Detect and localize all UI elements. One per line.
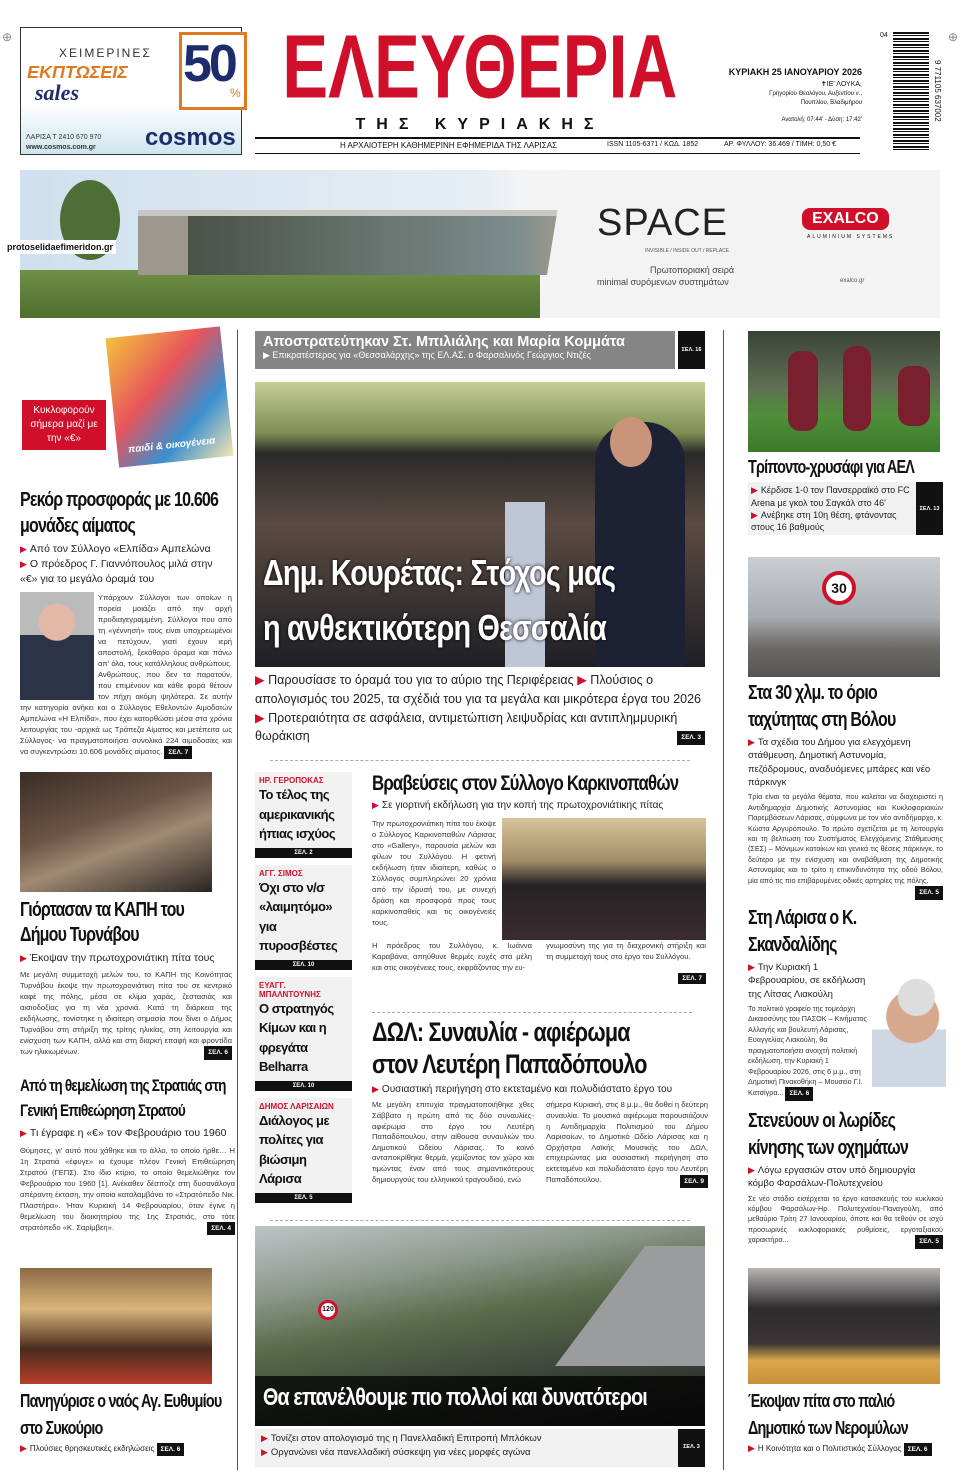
page-ref[interactable]: ΣΕΛ. 6	[157, 1443, 185, 1456]
article-body: Με μεγάλη επιτυχία πραγματοποιήθηκε χθες Σάββατο η πρώτη από τις δύο συναυλίες-αφιέρωμα στο έργο του Λευτέρη Παπαδόπουλου, στην αίθουσα συναυλιών του Δημοτικού Ωδείου Λάρισας. Το κοινό ανταποκρίθηκε θερμά, γεμίζοντας τον χώρο και τιμώντας έναν από τους σημαντικότερους δημιουργούς του ελληνικού τραγουδιού, ενώ	[372, 1100, 534, 1184]
headline: Τρίποντο-χρυσάφι για ΑΕΛ	[748, 457, 915, 477]
strip-headline: Αποστρατεύτηκαν Στ. Μπιλιάλης και Μαρία Κομμάτα	[263, 334, 625, 350]
ad-text: sales	[35, 80, 79, 105]
article-army[interactable]	[20, 1074, 235, 1235]
skandalidis-photo	[872, 959, 946, 1087]
ad-discount: 50	[183, 35, 235, 93]
saint-day: Πουπλίου, Βλαδιμήρου	[800, 100, 862, 106]
article-body: Υπάρχουν Σύλλογοι των οποίων η πορεία μοιάζει από την αρχή προδιαγεγραμμένη. Σύλλογοι που από τη «γέννησή» τους είναι υποχρεωμένοι να πετύχουν, γιατί έχουν ιερή αποστολή, ξεκάθαρο όραμα και πάνω απ' όλα, τους κατάλληλους ανθρώπους. Ανθρώπους, που δεν τα παρατούν, που επιμένουν και κάθε φορά θέτουν τον πήχη ακόμη ψηλότερα. Σε αυτήν την κατηγορία ανήκει και ο Σύλλογος Εθελοντών Αιμοδοτών Αμπελώνα «Η Ελπίδα», που έχει κατορθώσει μέσα στα χρόνια λειτουργίας του -αρχικά ως Τράπεζα Αίματος και μετέπειτα ως Σύλλογος- να πραγματοποιήσει συνολικά 224 αιμοδοσίες και να συγκεντρώσει 10.606 μονάδες αίματος.	[20, 592, 232, 756]
headline: Στενεύουν οι λωρίδες κίνησης των οχημάτων	[748, 1110, 908, 1159]
bullet-icon: ▶	[20, 544, 27, 554]
page-ref[interactable]: ΣΕΛ. 3	[678, 1429, 705, 1467]
banner-ad-exalco[interactable]	[7, 170, 940, 318]
strip-sub-text: Επικρατέστερος για «Θεσσαλάρχης» της ΕΛ.ΑΣ. ο Φαρσαλινός Γεώργιος Ντιζές	[272, 350, 591, 360]
barcode	[893, 32, 929, 152]
page-ref[interactable]: ΣΕΛ. 2	[255, 848, 352, 858]
promo-label: Κυκλοφορούν σήμερα μαζί με την «€»	[22, 400, 106, 450]
headline: Πανηγύρισε ο ναός Αγ. Ευθυμίου στο Συκούριο	[20, 1391, 222, 1438]
deck-text: Πλούσιος ο απολογισμός του 2025, τα σχέδιά του για τα μεγάλα και μικρότερα έργα του 2026	[255, 673, 702, 706]
opinion-author: ΔΗΜΟΣ ΛΑΡΙΣΑΙΩΝ	[259, 1101, 334, 1111]
article-church[interactable]	[20, 1388, 235, 1456]
opinion-author: ΑΓΓ. ΣΙΜΟΣ	[259, 868, 303, 878]
crop-mark-icon: ⊕	[2, 30, 13, 44]
awards-photo	[502, 818, 706, 940]
volou-street-photo[interactable]	[748, 557, 940, 677]
bullet-icon: ▶	[20, 953, 27, 963]
ad-web: exalco.gr	[840, 278, 865, 284]
article-body: Το πολιτικό γραφείο της τομεάρχη Δικαιοσύνης του ΠΑΣΟΚ – Κινήματος Αλλαγής και βουλευτή Λάρισας, Ευαγγελίας Λιακούλη, θα πραγματοποιήσει ανοιχτή πολιτική εκδήλωση, την Κυριακή 1 Φεβρουαρίου 2026, στις 6 μ.μ., στη Δημοτική Πινακοθήκη – Μουσείο Γ.Ι. Κατσίγρα...	[748, 1003, 868, 1098]
bullet-text: Τι έγραφε η «€» τον Φεβρουάριο του 1960	[29, 1127, 227, 1140]
bullet-icon: ▶	[20, 1128, 27, 1139]
issue-date: ΚΥΡΙΑΚΗ 25 ΙΑΝΟΥΑΡΙΟΥ 2026	[728, 67, 862, 77]
barcode-addon: 04	[880, 32, 888, 39]
lead-headline: Δημ. Κουρέτας: Στόχος μας	[263, 552, 616, 593]
page-ref[interactable]: ΣΕΛ. 5	[915, 1235, 943, 1248]
opinion-item[interactable]	[255, 977, 352, 1091]
president-photo	[20, 592, 94, 700]
article-skandalidis[interactable]	[748, 905, 943, 1101]
opinion-column	[255, 772, 352, 1203]
bullet-icon: ▶	[261, 1433, 268, 1443]
article-speed-limit[interactable]	[748, 680, 943, 900]
bullet-icon: ▶	[20, 559, 27, 570]
bullet-text: Ο πρόεδρος Γ. Γιαννόπουλος μιλά στην «€» για το μεγάλο όραμά του	[20, 558, 213, 586]
ad-logo: EXALCO	[802, 208, 889, 230]
masthead-tagline: Η ΑΡΧΑΙΟΤΕΡΗ ΚΑΘΗΜΕΡΙΝΗ ΕΦΗΜΕΡΙΔΑ ΤΗΣ ΛΑΡΙΣΑΣ	[340, 141, 557, 150]
opinion-item[interactable]	[255, 1098, 352, 1203]
headline: Στα 30 χλμ. το όριο ταχύτητας στη Βόλου	[748, 682, 896, 731]
bullet-text: Λόγω εργασιών στον υπό δημιουργία κόμβο Φαρσάλων-Πολυτεχνείου	[748, 1165, 916, 1190]
page-ref[interactable]: ΣΕΛ. 5	[255, 1193, 352, 1203]
article-kapi[interactable]	[20, 898, 232, 1060]
opinion-title: Όχι στο ν/σ «λαιμητόμο» για πυροσβέστες	[259, 879, 338, 953]
lead-headline: η ανθεκτικότερη Θεσσαλία	[263, 607, 606, 648]
ad-tagline: INVISIBLE / INSIDE OUT / REPLACE	[645, 248, 730, 254]
headline: Γιόρτασαν τα ΚΑΠΗ του Δήμου Τυρνάβου	[20, 899, 185, 946]
bullet-text: Σε γιορτινή εκδήλωση για την κοπή της πρωτοχρονιάτικης πίτας	[381, 800, 664, 812]
article-body: σήμερα Κυριακή, στις 8 μ.μ., θα δοθεί η δεύτερη συναυλία. Το μουσικό αφιέρωμα παρουσιάζουν η Αντιδημαρχία Πολιτισμού του Δήμου Λαρισαίων, το Δημοτικό Ωδείο Λάρισας και η Ορχήστρα Λαϊκής Μουσικής του ΔΩΛ, επιχειρώντας μια ουσιαστική περιήγηση στο εκτεταμένο και πολυδιάστατο έργο του Λευτέρη Παπαδόπουλου.	[546, 1100, 708, 1184]
saint-day: ✝ΙΕ' ΛΟΥΚΑ,	[820, 80, 862, 88]
page-ref[interactable]: ΣΕΛ. 5	[915, 886, 943, 899]
bullet-text: Κέρδισε 1-0 τον Πανσερραϊκό στο FC Arena με γκολ του Σαγκάλ στο 46'	[751, 485, 910, 508]
strip-sub: ▶ Επικρατέστερος για «Θεσσαλάρχης» της ΕΛ.ΑΣ. ο Φαρσαλινός Γεώργιος Ντιζές	[263, 350, 591, 360]
opinion-author: ΕΥΑΓΓ. ΜΠΑΛΝΤΟΥΝΗΣ	[259, 980, 321, 999]
watermark: protoselidaefimeridon.gr	[4, 240, 116, 254]
bullet-text: Ανέβηκε στη 10η θέση, φτάνοντας στους 16 βαθμούς	[751, 509, 897, 532]
opinion-item[interactable]	[255, 772, 352, 858]
article-body: Την πρωτοχρονιάτικη πίτα του έκοψε ο Σύλλογος Καρκινοπαθών Λάρισας στο «Gallery», παρουσία μελών και φίλων του Συλλόγου. Η φετινή εκδήλωση ήταν ιδιαίτερη, καθώς ο Σύλλογος συμπληρώνει 20 χρόνια από την ίδρυσή του, με συνεχή δράση και προσφορά προς τους καρκινοπαθείς και τις οικογένειές τους.	[372, 818, 496, 927]
deck-text: Προτεραιότητα σε ασφάλεια, αντιμετώπιση λειψυδρίας και αντιπλημμυρική θωράκιση	[255, 710, 678, 744]
bullet-icon: ▶	[751, 509, 758, 520]
issue-price: ΑΡ. ΦΥΛΛΟΥ: 36.469 / ΤΙΜΗ: 0,50 €	[724, 141, 837, 148]
bullet-icon: ▶	[255, 710, 265, 725]
article-body: Θύμησες, γι' αυτό που χάθηκε και το άλλο, το οποίο ήρθε… Η 1η Στρατιά «έφυγε» κι έχουμε πλέον Γενική Επιθεώρηση Στρατού (ΓΕΠΣ). Στο ίδιο κτίριο, το οποίο θεμελιώθηκε τον Φεβρουάριο του 1960 [1]. Ανέκαθεν δέσποζε στη δυσανάλογα απέραντη έκταση, την οποία καταλαμβάνει το «Στρατόπεδο Νικ. Πλαστήρα». Ήταν Κυριακή 14 Φεβρουαρίου, όταν έγινε η θεμελίωση του διοικητηρίου της 1ης Στρατιάς, στο τότε στρατόπεδο «Κ. Σαρίμβεη».	[20, 1145, 235, 1232]
headline: Στη Λάρισα ο Κ. Σκανδαλίδης	[748, 907, 857, 956]
article-neromyloi[interactable]	[748, 1388, 948, 1456]
speed-sign-icon: 120	[318, 1300, 338, 1320]
page-ref[interactable]: ΣΕΛ. 6	[204, 1046, 232, 1059]
ad-brand: SPACE	[597, 202, 729, 244]
ad-text: ΧΕΙΜΕΡΙΝΕΣ	[59, 46, 152, 60]
masthead-subtitle: ΤΗΣ ΚΥΡΙΑΚΗΣ	[355, 116, 605, 133]
farmers-photo[interactable]	[255, 1226, 705, 1426]
bullet-icon: ▶	[372, 1083, 379, 1094]
magazine-title: παιδί & οικογένεια	[127, 435, 216, 456]
article-body: Η πρόεδρος του Συλλόγου, κ. Ιωάννα Καραβάνα, απηύθυνε θερμές ευχές στα μέλη και στις οικογένειες τους, εκφράζοντας την ευ-	[372, 940, 532, 972]
bullet-text: Έκοψαν την πρωτοχρονιάτικη πίτα τους	[29, 952, 215, 964]
bullet-icon: ▶	[20, 1443, 27, 1453]
headline: Ρεκόρ προσφοράς με 10.606 μονάδες αίματος	[20, 489, 219, 537]
headline: ΔΩΛ: Συναυλία - αφιέρωμα	[372, 1017, 630, 1047]
ad-brand-logo: cosmos	[145, 124, 236, 151]
article-body: Με μεγάλη συμμετοχή μελών του, το ΚΑΠΗ της Κοινότητας Τυρνάβου έκοψε την πρωτοχρονιάτικη πίτα του σε κεντρικό καφέ της πόλης, μέσα σε κλίμα χαράς, ζεστασιάς και αισιοδοξίας για τη νέα χρονιά. Κατά τη διάρκεια της εκδήλωσης, τονίστηκε η ιδιαίτερη σημασία που δίνει ο Δήμος Τυρνάβου στη στήριξη της τρίτης ηλικίας, στη λειτουργία και ενίσχυση των ΚΑΠΗ, αλλά και στη διαρκή επαφή και φροντίδα των ηλικιωμένων.	[20, 970, 232, 1057]
bullet-text: Τονίζει στον απολογισμό της η Πανελλαδική Επιτροπή Μπλόκων	[270, 1433, 542, 1444]
opinion-title: Ο στρατηγός Κίμων και η φρεγάτα Belharra	[259, 1000, 334, 1074]
bullet-icon: ▶	[372, 800, 379, 811]
lead-deck	[255, 671, 705, 746]
ad-text: ΕΚΠΤΩΣΕΙΣ	[27, 62, 128, 82]
headline: Βραβεύσεις στον Σύλλογο Καρκινοπαθών	[372, 772, 679, 795]
bullet-text: Οργανώνει νέα πανελλαδική σύσκεψη για νέες μορφές αγώνα	[270, 1446, 531, 1458]
bullet-icon: ▶	[577, 673, 587, 687]
page-ref[interactable]: ΣΕΛ. 3	[677, 731, 705, 745]
article-traffic-lanes[interactable]	[748, 1108, 943, 1249]
saint-day: Γρηγορίου Θεολόγου, Αυξεντίου ν.,	[769, 91, 862, 97]
top-strip[interactable]	[255, 331, 675, 369]
page-ref[interactable]: ΣΕΛ. 6	[785, 1087, 813, 1100]
article-blood-donation[interactable]	[20, 487, 232, 759]
page-ref[interactable]: ΣΕΛ. 13	[916, 482, 943, 535]
crop-mark-icon: ⊕	[947, 30, 958, 44]
page-ref[interactable]: ΣΕΛ. 6	[904, 1443, 932, 1456]
article-body: Τρία είναι τα μεγάλα θέματα, που καλείται να διαχειριστεί η Αντιδημαρχία Δημοτικής Αστυνομίας και Κυκλοφοριακών Παρεμβάσεων Λάρισας, σύμφωνα με τον νέο αντιδήμαρχο, κ. Κώστα Αργυρόπουλο. Το πρώτο σχετίζεται με τη λειτουργία και τη βελτίωση του Συστήματος Ελεγχόμενης Στάθμευσης (ΣΕΣ) – Μόνιμων κατοίκων και γενικά τις θέσεις πάρκινγκ, το δεύτερο με την ενίσχυση και αναβάθμιση της Δημοτικής Αστυνομίας και το τρίτο η επικινδυνότητα της οδού Βόλου, μία από τις πιο επιβαρυμένες οδικές αρτηρίες της πόλης.	[748, 792, 943, 885]
farmers-bullets	[255, 1429, 705, 1467]
page-ref[interactable]: ΣΕΛ. 7	[164, 746, 192, 759]
article-body: γνωμοσύνη της για τη διαχρονική στήριξη και τη συμμετοχή τους στο έργο του Συλλόγου.	[546, 940, 706, 961]
opinion-title: Το τέλος της αμερικανικής ήπιας ισχύος	[259, 787, 336, 841]
article-ael[interactable]	[748, 456, 943, 535]
sunrise-sunset: Ανατολή: 07:44' - Δύση: 17:42'	[781, 117, 862, 123]
bullet-text: Η Κοινότητα και ο Πολιτιστικός Σύλλογος	[757, 1444, 902, 1453]
lead-photo[interactable]	[255, 382, 705, 667]
bullet-icon: ▶	[261, 1446, 268, 1457]
page-ref[interactable]: ΣΕΛ. 16	[678, 331, 705, 369]
masthead-title[interactable]: ΕΛΕΥΘΕΡΙΑ	[282, 16, 678, 118]
page-ref[interactable]: ΣΕΛ. 10	[255, 960, 352, 970]
page-ref[interactable]: ΣΕΛ. 4	[207, 1222, 235, 1235]
ad-desc: minimal συρόμενων συστημάτων	[597, 277, 729, 287]
opinion-author: ΗΡ. ΓΕΡΟΠΟΚΑΣ	[259, 776, 324, 785]
kapi-photo[interactable]	[20, 772, 212, 892]
church-photo[interactable]	[20, 1268, 212, 1384]
ad-contact: ΛΑΡΙΣΑ Τ 2410 670 970	[26, 134, 102, 141]
bullet-text: Την Κυριακή 1 Φεβρουαρίου, σε εκδήλωση της Λίτσας Λιακούλη	[748, 962, 866, 1000]
headline: Έκοψαν πίτα στο παλιό Δημοτικό των Νερομύλων	[748, 1391, 908, 1438]
bullet-icon: ▶	[748, 962, 755, 972]
issn: ISSN 1105-6371 / ΚΩΔ. 1852	[607, 141, 699, 148]
bullet-icon: ▶	[748, 737, 755, 747]
bullet-icon: ▶	[748, 1165, 755, 1175]
bullet-icon: ▶	[748, 1443, 755, 1453]
header-ad-cosmos[interactable]	[20, 27, 242, 155]
ael-football-photo[interactable]	[748, 331, 940, 452]
neromyloi-pie-photo[interactable]	[748, 1268, 940, 1384]
article-body: Σε νέο στάδιο εισέρχεται το έργο κατασκευής του κυκλικού κόμβου Φαρσάλων-Ηρ. Πολυτεχνείου-Παναγούλη, από μεθαύριο Τρίτη 27 Ιανουαρίου, όποτε και θα τεθούν σε ισχύ προσωρινές κυκλοφοριακές ρυθμίσεις, εργοταξιακού χαρακτήρα...	[748, 1193, 943, 1245]
article-dol-concert[interactable]	[372, 1016, 708, 1188]
bullet-text: Ουσιαστική περιήγηση στο εκτεταμένο και πολυδιάστατο έργο του	[381, 1083, 673, 1095]
bullet-text: Πλούσιες θρησκευτικές εκδηλώσεις	[29, 1444, 155, 1453]
deck-text: Παρουσίασε το όραμά του για το αύριο της Περιφέρειας	[268, 673, 574, 687]
barcode-number: 9 771105 637002	[933, 60, 942, 122]
page-ref[interactable]: ΣΕΛ. 9	[680, 1175, 708, 1188]
ad-logo-sub: ALUMINIUM SYSTEMS	[807, 234, 895, 240]
bullet-icon: ▶	[751, 485, 758, 496]
opinion-title: Διάλογος με πολίτες για βιώσιμη Λάρισα	[259, 1112, 330, 1186]
farmers-headline: Θα επανέλθουμε πιο πολλοί και δυνατότεροι	[263, 1384, 647, 1411]
bullet-icon: ▶	[255, 673, 265, 687]
page-ref[interactable]: ΣΕΛ. 7	[678, 973, 706, 984]
ad-desc: Πρωτοποριακή σειρά	[650, 265, 735, 275]
headline: Από τη θεμελίωση της Στρατιάς στη Γενική Επιθεώρηση Στρατού	[20, 1076, 226, 1120]
headline: στον Λευτέρη Παπαδόπουλο	[372, 1049, 647, 1080]
bullet-text: Από τον Σύλλογο «Ελπίδα» Αμπελώνα	[29, 543, 211, 555]
opinion-item[interactable]	[255, 865, 352, 970]
date-block	[700, 66, 862, 125]
ad-web: www.cosmos.com.gr	[26, 144, 96, 151]
article-cancer-awards[interactable]	[372, 770, 706, 984]
speed-limit-sign-icon: 30	[822, 571, 856, 605]
page-ref[interactable]: ΣΕΛ. 10	[255, 1081, 352, 1091]
ad-text: %	[230, 86, 241, 100]
bullet-text: Τα σχέδια του Δήμου για ελεγχόμενη στάθμευση, Δημοτική Αστυνομία, πεζόδρομους, αναδυόμενες μπάρες και νέο πάρκινγκ	[748, 737, 931, 788]
